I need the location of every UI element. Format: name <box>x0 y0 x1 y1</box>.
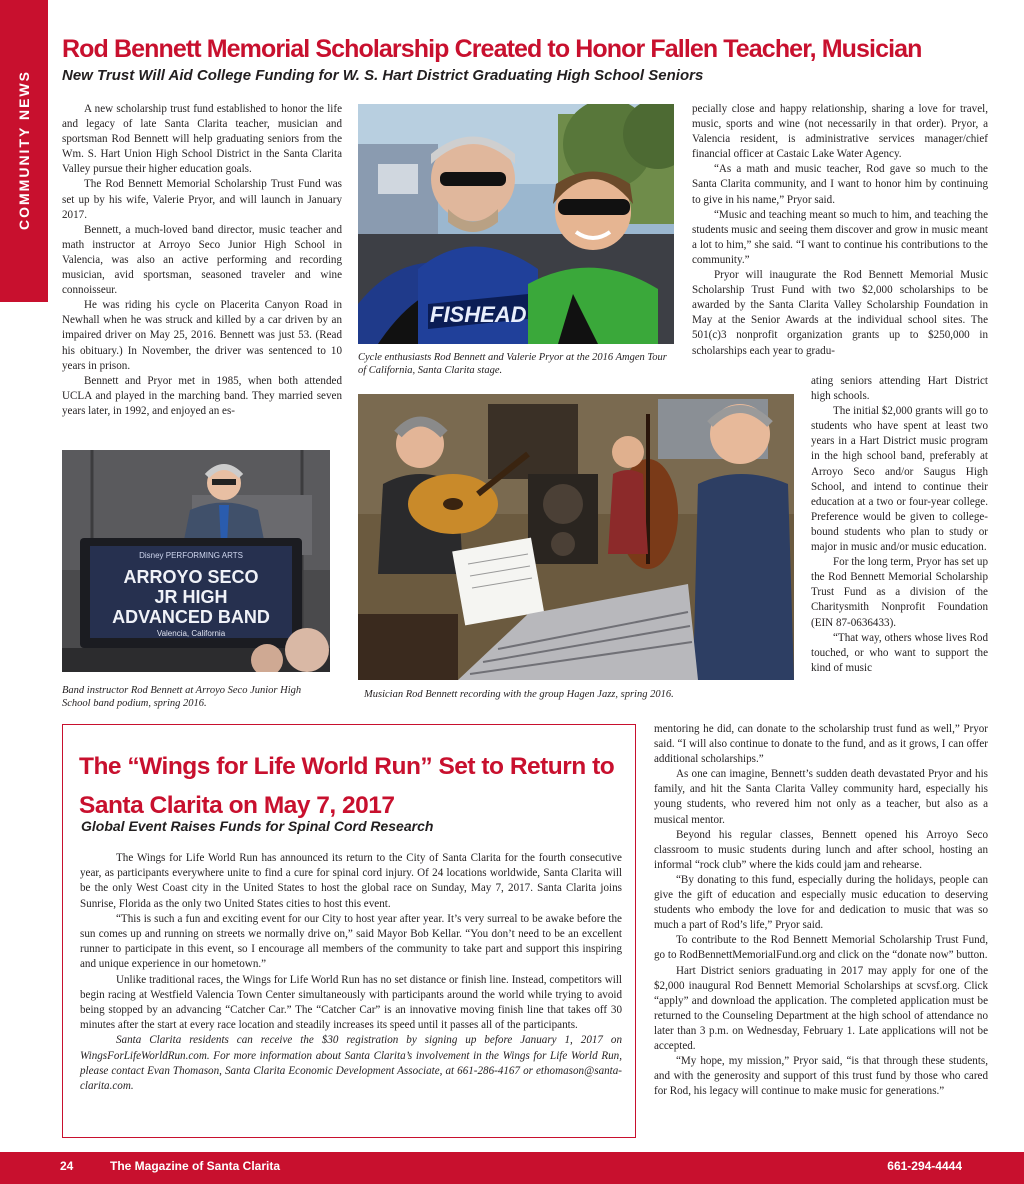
paragraph: ating seniors attending Hart District high schools. <box>811 375 988 403</box>
podium-photo-caption: Band instructor Rod Bennett at Arroyo Seco Junior High School band podium, spring 2016. <box>62 685 302 709</box>
paragraph: A new scholarship trust fund established to honor the life and legacy of late Santa Clarita teacher, musician and sportsman Rod Bennett will help graduating seniors from the Wm. S. Hart Union High School District in the Santa Clarita Valley pursue their higher education goals. <box>62 103 342 176</box>
wings-for-life-story-box <box>62 724 636 1138</box>
paragraph: The Wings for Life World Run has announced its return to the City of Santa Clarita for the fourth consecutive year, as participants everywhere unite to find a cure for spinal cord injury. Of 24 locations worldwide, Santa Clarita will be the only West Coast city in the United States to host the global race on Sunday, May 7, 2017. Santa Clarita joins Sunrise, Florida as the only two United States cities to host this event. <box>80 852 622 910</box>
paragraph: For the long term, Pryor has set up the Rod Bennett Memorial Scholarship Trust Fund as a division of the Charitysmith Nonprofit Foundation (EIN 87-0636433). <box>811 556 988 629</box>
paragraph: Hart District seniors graduating in 2017 may apply for one of the $2,000 inaugural Rod Bennett Memorial Scholarships at scvsf.org. Click “apply” and download the application. The completed application must be returned to the Counseling Department at the high school of attendance no later than 3 p.m. on Wednesday, February 1. Late applications will not be accepted. <box>654 964 988 1052</box>
paragraph: “This is such a fun and exciting event for our City to host year after year. It’s very surreal to be awake before the sun comes up and running on streets we normally drive on,” said Mayor Bob Kellar. “You don’t need to be an excellent runner to participate in this event, so I encourage all members of the community to take part and support this inspiring and unique experience in our hometown.” <box>80 912 622 971</box>
section-label: COMMUNITY NEWS <box>16 70 32 230</box>
jazz-band-photo <box>358 394 794 680</box>
paragraph: “By donating to this fund, especially during the holidays, people can give the gift of education and especially music education to deserving students who embody the love for and dedication to music that was so much a part of Rod’s life,” Pryor said. <box>654 873 988 932</box>
story-title: The “Wings for Life World Run” Set to Return to Santa Clarita on May 7, 2017 <box>79 753 615 819</box>
cyclists-photo <box>358 104 674 344</box>
svg-text:FISHEAD: FISHEAD <box>430 302 527 327</box>
paragraph: Bennett and Pryor met in 1985, when both attended UCLA and played in the marching band. They married seven years later, in 1992, and enjoyed an es- <box>62 374 342 417</box>
cyclists-photo-caption: Cycle enthusiasts Rod Bennett and Valerie Pryor at the 2016 Amgen Tour of California, Santa Clarita stage. <box>358 352 667 376</box>
paragraph: Bennett, a much-loved band director, music teacher and math instructor at Arroyo Seco Junior High School in Valencia, was also an active performing and recording musician, avid sportsman, seasoned traveler and wine connoisseur. <box>62 223 342 297</box>
paragraph: “That way, others whose lives Rod touched, or who want to support the kind of music <box>811 631 988 674</box>
article-column-1 <box>62 102 342 419</box>
svg-text:ADVANCED BAND: ADVANCED BAND <box>112 607 270 627</box>
paragraph: Unlike traditional races, the Wings for Life World Run has no set distance or finish line. Instead, competitors will begin racing at Westfield Valencia Town Center simultaneously with participants around the world while trying to avoid being stopped by an advancing “Catcher Car.” The “Catcher Car” is an innovative moving finish line that takes off 30 minutes after the start at every race location and steadily increases its speed until it passes all of the participants. <box>80 973 622 1032</box>
paragraph: The initial $2,000 grants will go to students who have spent at least two years in a Hart District music program in the high school band, preferably at Arroyo Seco and/or Saugus High School, and intend to continue their education at a two or four-year college. Preference would be given to college-bound students who plan to study or major in music and/or music education. <box>811 405 988 554</box>
svg-text:ARROYO SECO: ARROYO SECO <box>123 567 259 587</box>
paragraph: “Music and teaching meant so much to him, and teaching the students music and seeing them discover and grow in music meant a lot to him,” she said. “I want to continue his contributions to the community.” <box>692 208 988 266</box>
jazz-band-photo-caption: Musician Rod Bennett recording with the group Hagen Jazz, spring 2016. <box>364 689 674 700</box>
phone-number: 661-294-4444 <box>887 1159 962 1173</box>
registration-note: Santa Clarita residents can receive the $30 registration by signing up before January 1, 2017 on WingsForLifeWorldRun.com. For more information about Santa Clarita’s involvement in the Wings for Life World Run, please contact Evan Thomason, Santa Clarita Economic Development Associate, at 661-286-4167 or ethomason@santa-clarita.com. <box>80 1034 622 1093</box>
paragraph: He was riding his cycle on Placerita Canyon Road in Newhall when he was struck and killed by a car driven by an impaired driver on May 25, 2016. Bennett was just 53. (Read his obituary.) In November, the driver was sentenced to 10 years in prison. <box>62 299 342 372</box>
paragraph: mentoring he did, can donate to the scholarship trust fund as well,” Pryor said. “I will also continue to donate to the fund, and as it grows, I can offer additional scholarships.” <box>654 723 988 766</box>
article-title: Rod Bennett Memorial Scholarship Created to Honor Fallen Teacher, Musician <box>62 35 922 63</box>
svg-text:Disney PERFORMING ARTS: Disney PERFORMING ARTS <box>139 551 243 560</box>
paragraph: To contribute to the Rod Bennett Memorial Scholarship Trust Fund, go to RodBennettMemorialFund.org and click on the “donate now” button. <box>654 934 988 962</box>
article-column-3-bottom <box>654 722 988 1099</box>
magazine-name: The Magazine of Santa Clarita <box>110 1159 281 1173</box>
story-body <box>80 851 622 1094</box>
article-subtitle: New Trust Will Aid College Funding for W. S. Hart District Graduating High School Seniors <box>62 67 704 84</box>
article-column-3-top <box>692 102 988 359</box>
svg-text:Valencia, California: Valencia, California <box>156 629 226 638</box>
story-subtitle: Global Event Raises Funds for Spinal Cord Research <box>81 818 434 834</box>
paragraph: The Rod Bennett Memorial Scholarship Trust Fund was set up by his wife, Valerie Pryor, and will launch in January 2017. <box>62 178 342 221</box>
paragraph: “My hope, my mission,” Pryor said, “is that through these students, and with the generosity and support of this trust fund by those who cared for Rod, his legacy will continue to make music for generations.” <box>654 1055 988 1098</box>
section-sidebar <box>0 0 48 302</box>
paragraph: pecially close and happy relationship, sharing a love for travel, music, sports and wine (not necessarily in that order). Pryor, a Valencia resident, is administrative services manager/chief financial officer at Castaic Lake Water Agency. <box>692 103 988 161</box>
svg-text:JR HIGH: JR HIGH <box>154 587 228 607</box>
paragraph: Beyond his regular classes, Bennett opened his Arroyo Seco classroom to music students during lunch and after school, hosting an informal “rock club” where the kids could jam and rehearse. <box>654 828 988 871</box>
paragraph: Pryor will inaugurate the Rod Bennett Memorial Music Scholarship Trust Fund with two $2,000 scholarships to be awarded by the Santa Clarita Valley Scholarship Foundation in May at the Senior Awards at the individual school sites. The 501(c)3 nonprofit organization grants up to $250,000 in scholarships each year to gradu- <box>692 269 988 357</box>
article-column-3-narrow <box>811 374 988 676</box>
page-footer <box>0 1152 1024 1184</box>
page-number: 24 <box>60 1159 74 1173</box>
paragraph: “As a math and music teacher, Rod gave so much to the Santa Clarita community, and I want to honor him by continuing to give in his name,” Pryor said. <box>692 163 988 206</box>
paragraph: As one can imagine, Bennett’s sudden death devastated Pryor and his family, and hit the Santa Clarita Valley community hard, especially his young students, who revered him not only as a teacher, but also as a musical mentor. <box>654 768 988 826</box>
podium-photo <box>62 450 330 672</box>
